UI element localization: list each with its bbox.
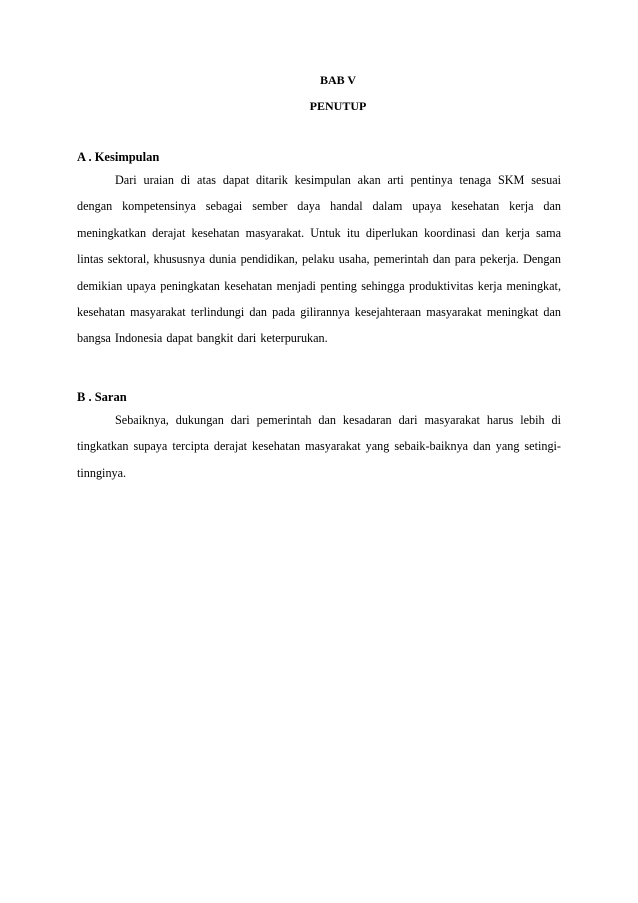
chapter-title: PENUTUP [309,99,367,113]
section-heading-saran: B . Saran [77,390,127,404]
section-heading-kesimpulan: A . Kesimpulan [77,150,160,164]
section-paragraph-kesimpulan: Dari uraian di atas dapat ditarik kesimpulan akan arti pentinya tenaga SKM sesuai dengan kompetensinya sebagai sember daya handal dalam upaya kesehatan kerja dan meningkatkan derajat kesehatan masyarakat. Untuk itu diperlukan koordinasi dan kerja sama lintas sektoral, khususnya dunia pendidikan, pelaku usaha, pemerintah dan para pekerja. Dengan demikian upaya peningkatan kesehatan menjadi penting sehingga produktivitas kerja meningkat, kesehatan masyarakat terlindungi dan pada gilirannya kesejahteraan masyarakat meningkat dan bangsa Indonesia dapat bangkit dari keterpurukan. [77,173,561,346]
chapter-number: BAB V [319,73,357,87]
section-paragraph-saran: Sebaiknya, dukungan dari pemerintah dan kesadaran dari masyarakat harus lebih di tingkatkan supaya tercipta derajat kesehatan masyarakat yang sebaik-baiknya dan yang setingi-tinnginya. [77,413,561,480]
